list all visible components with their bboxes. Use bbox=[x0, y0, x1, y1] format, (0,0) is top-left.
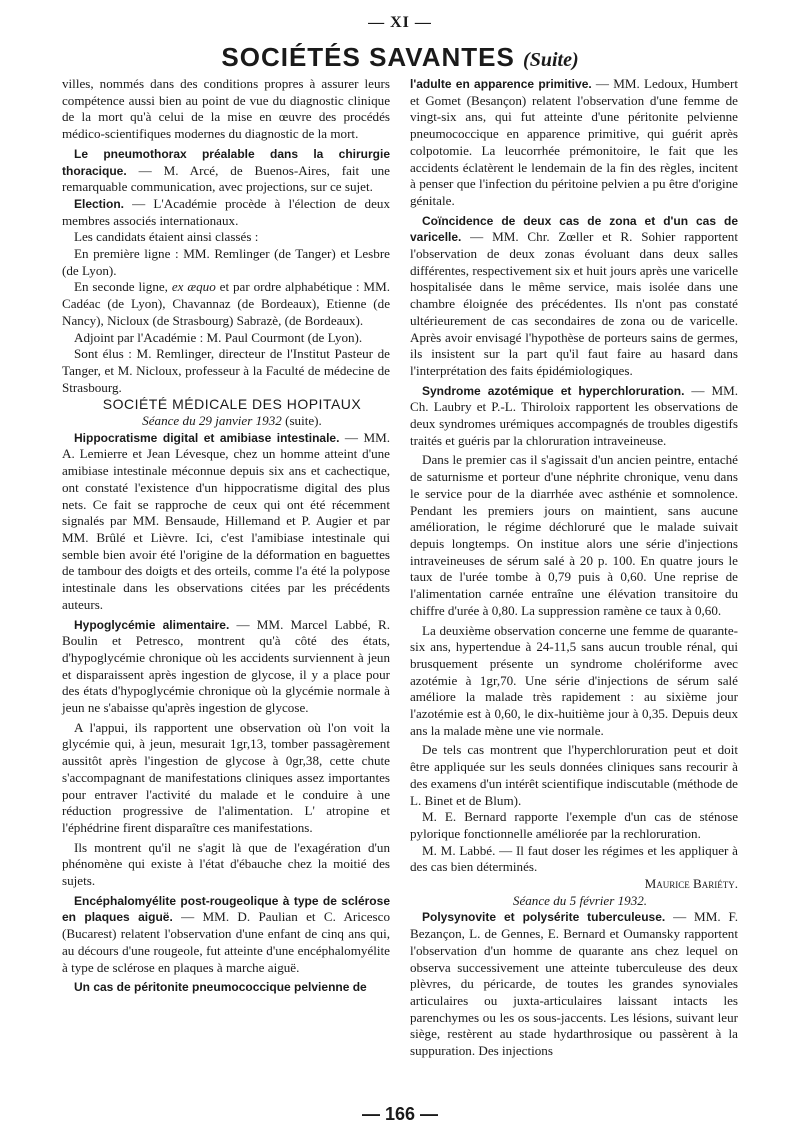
hippocratisme-paragraph bbox=[62, 430, 390, 614]
encephalomyelite-text: — MM. D. Paulian et C. Aricesco (Bucarest) relatent l'observation d'une enfant de cinq ans qui, au décours d'une rougeole, fut atteinte d'une encéphalomyélite à type de sclérose en plaques à marche aiguë. bbox=[62, 909, 390, 975]
second-line-text-a: En seconde ligne, bbox=[74, 279, 172, 295]
bernard-paragraph: M. E. Bernard rapporte l'exemple d'un cas de sténose pylorique fonctionnelle améliorée par la rechloruration. bbox=[410, 809, 738, 841]
pneumothorax-text: — M. Arcé, de Buenos-Aires, fait une remarquable communication, avec projections, sur ce sujet. bbox=[62, 162, 390, 195]
second-line-ex-aequo: ex æquo bbox=[171, 279, 216, 295]
azotemique-heading: Syndrome azotémique et hyperchloruration. bbox=[422, 383, 685, 398]
azotemique-paragraph bbox=[410, 383, 738, 450]
left-column bbox=[62, 76, 390, 996]
adjoint-paragraph: Adjoint par l'Académie : M. Paul Courmont (de Lyon). bbox=[74, 329, 363, 345]
page-number: — 166 — bbox=[361, 1104, 439, 1124]
premier-cas-paragraph: Dans le premier cas il s'agissait d'un ancien peintre, entaché de saturnisme et porteur d'une néphrite chronique, venu dans le service pour de la diarrhée avec asthénie et somnolence. Pendant les premiers jours on maintient, sans aucune amélioration, le régime déchloruré que le malade suivait depuis longtemps. On institue alors une série d'injections intraveineuses de sérum salé à 20 p. 100. En quatre jours le taux de l'urée tombe à 0,79 puis à 0,60. Une reprise de l'alimentation carnée entraîne une élévation transitoire du chiffre d'urée à 0,80. La suppression ramène ce taux à 0,60. bbox=[410, 452, 738, 618]
hypoglycemie-text: — MM. Marcel Labbé, R. Boulin et Petresco, montrent qu'à côté des états, d'hypoglycémie chronique où les accidents surviennent à jeun et disparaissent après ingestion de glycose, il y a place pour des états d'hypoglycémie chronique où la glycémie normale à jeun ne s'abaisse qu'après ingestion de glycose. bbox=[62, 616, 390, 716]
zona-text: — MM. Chr. Zœller et R. Sohier rapportent l'observation de deux zonas évoluant dans deux salles différentes, respectivement six et huit jours après une varicelle hospitalisée dans le même service, mais isolée dans une chambre éloignée des précédentes. Ils n'ont pas constaté ultérieurement de cas secondaires de zona ou de varicelle. Après avoir envisagé l'hypothèse de porteurs sains de germes, ils insistent sur la part qu'il faut faire au hasard dans l'interprétation des faits épidémiologiques. bbox=[410, 229, 738, 378]
election-paragraph bbox=[62, 196, 390, 229]
election-text: — L'Académie procède à l'élection de deux membres associés internationaux. bbox=[62, 195, 390, 228]
montrent-paragraph: Ils montrent qu'il ne s'agit là que de l'exagération d'un phénomène qui existe à l'état d'ébauche chez la moitié des sujets. bbox=[62, 839, 390, 889]
peritonite-paragraph bbox=[410, 76, 738, 210]
candidates-intro: Les candidats étaient ainsi classés : bbox=[74, 229, 259, 245]
labbe-paragraph: M. M. Labbé. — Il faut doser les régimes et les appliquer à des cas bien déterminés. bbox=[410, 842, 738, 875]
session-date-italic: Séance du 29 janvier 1932 bbox=[142, 413, 282, 429]
author-signature: Maurice Bariéty. bbox=[644, 876, 738, 892]
zona-heading: Coïncidence de deux cas de zona et d'un cas de varicelle. bbox=[410, 213, 738, 245]
second-line-text-b: et par ordre alphabétique : MM. Cadéac (de Lyon), Chavannaz (de Bordeaux), Etienne (de Nancy), Nicloux (de Strasbourg) Sabrazè, (de Bordeaux). bbox=[62, 279, 390, 328]
election-heading: Election. bbox=[74, 196, 125, 211]
appui-paragraph: A l'appui, ils rapportent une observation où l'on voit la glycémie qui, à jeun, mesurait 1gr,13, tomber passagèrement aussitôt après l'ingestion de glycose à 0gr,38, cette chute s'accompagnant de manifestations cliniques assez importantes pour entraver l'activité du malade et le conduire à une réduction progressive de l'alimentation. L' atropine et l'éphédrine firent disparaître ces manifestations. bbox=[62, 719, 390, 835]
polysynovite-text: — MM. F. Bezançon, L. de Gennes, E. Bernard et Oumansky rapportent l'observation d'un homme de quarante ans chez lequel on observa successivement une atteinte tuberculeuse des deux plèvres, du péricarde, de toutes les grandes synoviales articulaires ou juxta-articulaires laissant intacts les parenchymes ou les os sous-jaccents. Les lésions, suivant leur siège, restèrent au stade hydarthrosique ou passèrent à la suppuration. Des injections bbox=[410, 909, 738, 1059]
elus-paragraph: Sont élus : M. Remlinger, directeur de l'Institut Pasteur de Tanger, et M. Nicloux, professeur à la Faculté de médecine de Strasbourg. bbox=[62, 346, 390, 395]
first-line-candidates: En première ligne : MM. Remlinger (de Tanger) et Lesbre (de Lyon). bbox=[62, 246, 390, 278]
peritonite-text: — MM. Ledoux, Humbert et Gomet (Besançon) relatent l'observation d'une femme de vingt-six ans, qui fut atteinte d'une péritonite pelvienne pneumococcique en apparence primitive, qui guérit après colpotomie. La leucorrhée prémonitoire, le fait que les accidents éclatèrent le lendemain de la fin des règles, incitent à penser que l'infection du péritoine pelvien a pu être d'origine génitale. bbox=[410, 76, 738, 208]
pneumothorax-heading: Le pneumothorax préalable dans la chirurgie thoracique. bbox=[62, 146, 390, 178]
right-column bbox=[410, 76, 738, 1060]
running-title bbox=[0, 42, 800, 73]
hypoglycemie-paragraph bbox=[62, 617, 390, 717]
zona-paragraph bbox=[410, 213, 738, 380]
running-title-text: SOCIÉTÉS SAVANTES bbox=[221, 42, 515, 72]
peritonite-heading-start bbox=[62, 979, 390, 996]
encephalomyelite-paragraph bbox=[62, 893, 390, 977]
hippocratisme-heading: Hippocratisme digital et amibiase intestinale. bbox=[74, 430, 340, 445]
section-title: SOCIÉTÉ MÉDICALE DES HOPITAUX bbox=[102, 396, 362, 413]
deuxieme-observation-paragraph: La deuxième observation concerne une femme de quarante-six ans, hypertendue à 24-11,5 sans aucun trouble rénal, qui brusquement présente un syndrome cholériforme avec azotémie à 1gr,70. Une série d'injections de sérum salé améliore la malade très rapidement : au sixième jour l'azotémie est à 0,60, le dix-huitième jour à 0,35. Depuis deux ans la malade mène une vie normale. bbox=[410, 622, 738, 738]
polysynovite-paragraph bbox=[410, 909, 738, 1059]
session-date-suite: (suite). bbox=[281, 413, 322, 429]
hypoglycemie-heading: Hypoglycémie alimentaire. bbox=[74, 617, 230, 632]
second-line-candidates bbox=[62, 279, 390, 329]
azotemique-text: — MM. Ch. Laubry et P.-L. Thiroloix rapportent les observations de deux syndromes urémiques accompagnés de troubles digestifs traités et guéris par la chloruration intraveineuse. bbox=[410, 382, 738, 448]
session-date-2: Séance du 5 février 1932. bbox=[512, 892, 648, 908]
encephalomyelite-heading: Encéphalomyélite post-rougeolique à type de sclérose en plaques aiguë. bbox=[62, 893, 390, 925]
intro-paragraph: villes, nommés dans des conditions propres à assurer leurs compétence aussi bien au point de vue du diagnostic clinique de la mort qu'à celui de la mise en œuvre des procédés médico-scientifiques modernes du diagnostic de la mort. bbox=[62, 76, 390, 142]
peritonite-heading-part2: l'adulte en apparence primitive. bbox=[410, 77, 592, 91]
peritonite-heading-part1: Un cas de péritonite pneumococcique pelvienne de bbox=[74, 980, 367, 995]
hippocratisme-text: — MM. A. Lemierre et Jean Lévesque, chez un homme atteint d'une amibiase intestinale méconnue depuis six ans et cachectique, ont constaté l'existence d'un hippocratisme digital des plus nets. Ce fait se rapproche de ceux qui ont été récemment signalés par MM. Bensaude, Hillemand et P. Augier et par MM. Brûlé et Lièvre. Ici, c'est l'amibiase intestinale qui semble bien avoir été l'origine de la déformation en baguettes de tambour des doigts et des orteils, comme l'a été la polypose intestinale dans les observations citées par les précédents auteurs. bbox=[62, 429, 391, 612]
pneumothorax-paragraph bbox=[62, 146, 390, 196]
tels-cas-paragraph: De tels cas montrent que l'hyperchloruration peut et doit être appliquée sur les seuls données cliniques sans recourir à des examens d'un intérêt scientifique indiscutable (méthode de L. Binet et de Blum). bbox=[410, 742, 738, 808]
roman-folio: — XI — bbox=[368, 14, 432, 31]
running-title-suite: (Suite) bbox=[523, 49, 579, 71]
session-date bbox=[62, 413, 390, 430]
polysynovite-heading: Polysynovite et polysérite tuberculeuse. bbox=[422, 910, 666, 925]
